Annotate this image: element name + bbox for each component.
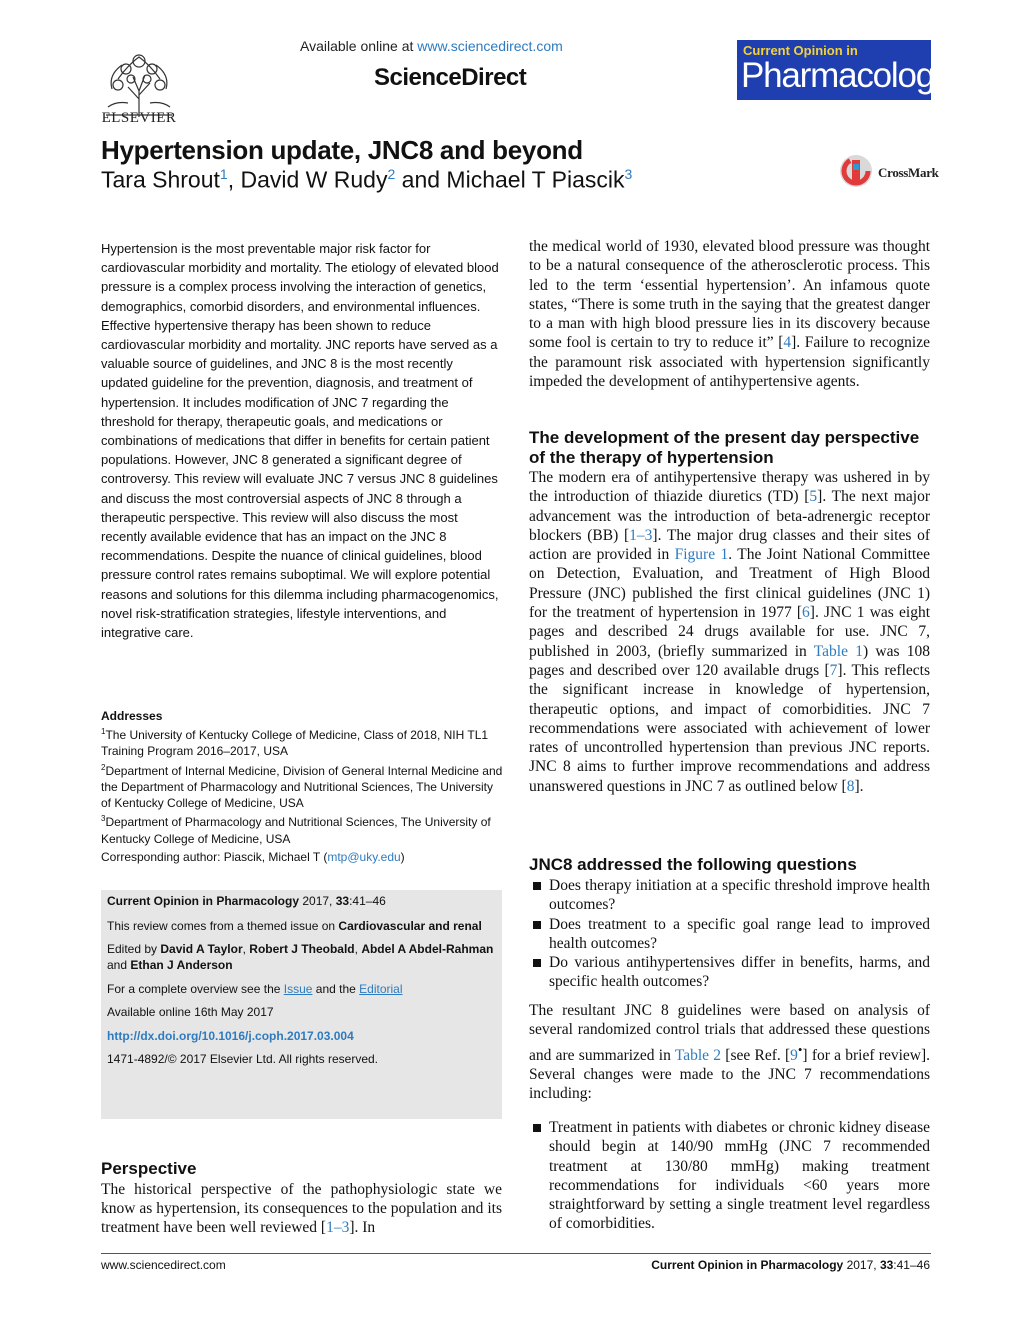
footer-year: 2017, [843,1258,880,1272]
p1-text: ]. Failure to recognize the paramount risk associated with hypertension significantly impeded the development of antihypertensive agents. [529,334,930,391]
author-name: Michael T Piascik [446,166,625,193]
address-num: 1 [101,727,106,736]
info-vol: 33 [335,894,350,908]
info-journal-name: Current Opinion in Pharmacology [107,894,300,908]
perspective-end: ]. In [349,1219,376,1237]
issue-link[interactable]: Issue [283,982,313,996]
jnc8-heading: JNC8 addressed the following questions [529,855,857,874]
bullet-square-icon [533,921,541,929]
footer-url[interactable]: www.sciencedirect.com [101,1258,226,1272]
address-item [101,811,503,847]
info-theme-name: Cardiovascular and renal [338,919,482,933]
author-name: Tara Shrout [101,166,220,193]
p2-text: . The Joint National Committee on Detection, Evaluation, and Treatment of High Blood Pressure (JNC) published the first clinical guidelines (JNC 1) for the treatment of hypertension in 1977 [ [529,546,930,622]
ref-star: • [797,1041,803,1057]
perspective-text [101,1180,502,1238]
bullet-square-icon [533,1124,541,1132]
editor-name: Abdel A Abdel-Rahman [361,942,494,956]
ref-link[interactable]: 9 [790,1046,798,1064]
p2-text: The modern era of antihypertensive therapy was ushered in by the introduction of thiazide diuretics (TD) [ [529,469,930,506]
editor-name: Ethan J Anderson [130,957,233,972]
address-text: The University of Kentucky College of Medicine, Class of 2018, NIH TL1 Training Program 2016–2017, USA [101,728,489,759]
addresses-list [101,724,503,847]
journal-logo [737,40,951,100]
p2-text: ]. This reflects the significant increase in knowledge of hypertension, therapeutic options, and impact of comorbidities. JNC 7 recommendations were associated with achievement of lower rates of uncontrolled hypertension than previous JNC reports. JNC 8 aims to further improve recommendations and address unanswered questions in JNC 7 as outlined below [ [529,661,930,795]
footer-vol: 33 [879,1258,894,1272]
info-copyright: 1471-4892/© 2017 Elsevier Ltd. All rights reserved. [107,1052,378,1066]
perspective-body: The historical perspective of the pathophysiologic state we know as hypertension, its consequences to the population and its treatment have been well reviewed [ [101,1181,502,1237]
author-sep: and [395,166,447,193]
corresponding-author [101,850,405,864]
question-item [529,876,930,916]
address-item [101,760,503,812]
sciencedirect-wordmark: ScienceDirect [374,64,527,91]
question-text: Does therapy initiation at a specific threshold improve health outcomes? [549,877,930,914]
overview-prefix: For a complete overview see the [107,982,284,996]
info-year: 2017, [299,894,336,908]
question-item [529,915,930,955]
doi-link[interactable]: http://dx.doi.org/10.1016/j.coph.2017.03.004 [107,1029,354,1043]
question-text: Do various antihypertensives differ in benefits, harms, and specific health outcomes? [549,954,930,991]
editor-name: Robert J Theobald [249,942,355,956]
p2-text: ]. The major drug classes and their sites of action are provided in [529,526,931,564]
info-and: and [107,957,131,972]
publisher-name: ELSEVIER [101,110,177,126]
info-journal [107,894,497,910]
journal-logo-small: Current Opinion in [743,43,858,58]
table-link[interactable]: Table 1 [813,642,863,660]
footer-divider [101,1253,931,1254]
corr-prefix: Corresponding author: Piascik, Michael T ( [101,850,328,864]
p2-text: ]. JNC 1 was eight pages and described 24 drugs available for use. JNC 7, published in 2003, (briefly summarized in [529,604,930,660]
ref-link[interactable]: 1–3 [629,526,653,544]
paragraph-2 [529,468,930,796]
bullet-square-icon [533,882,541,890]
editorial-link[interactable]: Editorial [359,982,403,996]
p3-text: The resultant JNC 8 guidelines were based on analysis of several randomized control trials that addressed these questions and are summarized in [529,1002,930,1064]
editor-name: David A Taylor [160,942,243,956]
author-affil-sup[interactable]: 2 [387,166,396,182]
abstract: Hypertension is the most preventable major risk factor for cardiovascular morbidity and mortality. The etiology of elevated blood pressure is a complex process involving the interaction of genetics, demographics, comorbid disorders, and environmental influences. Effective hypertensive therapy has been shown to reduce cardiovascular morbidity and mortality. JNC reports have served as a valuable source of guidelines, and JNC 8 is the most recently updated guideline for the prevention, diagnosis, and treatment of hypertension. It includes modification of JNC 7 regarding the threshold for therapy, therapeutic goals, and medications or combinations of medications that differ in benefits for certain patient populations. However, JNC 8 generated a significant degree of controversy. This review will evaluate JNC 7 versus JNC 8 guidelines and discuss the most controversial aspects of JNC 8 through a therapeutic perspective. This review will also discuss the most recently available evidence that has an impact on the JNC 8 recommendations. Despite the nuance of clinical guidelines, blood pressure control rates remains suboptimal. We will explore potential reasons and solutions for this dilemma including pharmacogenomics, novel risk-stratification strategies, lifestyle interventions, and integrative care. [101,241,499,641]
ref-link[interactable]: 8 [846,777,855,795]
p1-text: the medical world of 1930, elevated blood pressure was thought to be a natural consequence of the atherosclerotic process. This led to the term ‘essential hypertension’. An infamous quote states, “There is some truth in the saying that the greatest danger to a man with high blood pressure lies in its discovery because some fool is certain to try to reduce it” [ [529,238,930,352]
bullet-square-icon [533,959,541,967]
paragraph-1 [529,237,930,391]
address-text: Department of Internal Medicine, Division of General Internal Medicine and the Department of Pharmacology and Nutritional Sciences, The University of Kentucky College of Medicine, USA [101,763,503,811]
corr-suffix: ) [400,850,405,864]
question-text: Does treatment to a specific goal range lead to improved health outcomes? [549,916,930,953]
ref-link[interactable]: 5 [809,488,818,506]
available-online [300,38,563,54]
author-affil-sup[interactable]: 1 [219,166,228,182]
author-name: David W Rudy [240,166,388,193]
address-num: 2 [101,762,106,772]
info-available: Available online 16th May 2017 [107,1005,274,1019]
footer-pages: :41–46 [893,1258,930,1272]
crossmark-icon [838,152,874,190]
addresses-heading: Addresses [101,709,163,723]
p3-text: [see Ref. [ [721,1046,791,1064]
journal-logo-big: Pharmacology [741,56,951,95]
p2-text: ) was 108 pages and described over 120 available drugs [ [529,642,930,679]
info-pages: :41–46 [349,894,386,908]
overview-mid: and the [312,982,360,996]
author-affil-sup[interactable]: 3 [624,166,633,182]
change-item [529,1118,930,1238]
info-theme [107,919,497,935]
crossmark-badge[interactable] [838,152,938,192]
article-info-box [101,890,502,1119]
article-title: Hypertension update, JNC8 and beyond [101,135,583,165]
footer-journal: Current Opinion in Pharmacology [651,1258,844,1272]
question-item [529,953,930,993]
address-item [101,724,503,760]
ref-link[interactable]: 6 [802,604,810,622]
table-link[interactable]: Table 2 [674,1046,722,1064]
footer-citation [651,1258,930,1272]
author-sep: , [227,166,241,193]
ref-link[interactable]: 1–3 [326,1219,350,1237]
p3-text: ] for a brief review]. Several changes were made to the JNC 7 recommendations including: [529,1046,930,1103]
author-list [101,166,632,194]
info-editors: Edited by David A Taylor, Robert J Theobald, Abdel A Abdel-Rahman and Ethan J Anderson [107,942,494,972]
ref-link[interactable]: 4 [783,334,792,352]
p2-text: ]. [854,777,864,795]
info-edited-prefix: Edited by [107,942,161,956]
sciencedirect-link[interactable]: www.sciencedirect.com [417,38,563,54]
info-theme-prefix: This review comes from a themed issue on [107,919,339,933]
paragraph-3 [529,1001,930,1104]
figure-link[interactable]: Figure 1 [674,546,729,564]
address-num: 3 [101,814,106,824]
info-overview [107,982,497,998]
info-doi-row [107,1029,497,1045]
development-heading: The development of the present day perspective of the therapy of hypertension [529,428,920,467]
ref-link[interactable]: 7 [829,661,838,679]
corr-email-link[interactable]: mtp@uky.edu [327,850,401,864]
address-text: Department of Pharmacology and Nutritional Sciences, The University of Kentucky College of Medicine, USA [101,815,491,846]
available-prefix: Available online at [300,38,414,54]
change-text: Treatment in patients with diabetes or chronic kidney disease should begin at 140/90 mmHg (JNC 7 recommended treatment at 130/80 mmHg) making treatment recommendations for individuals <60 years more straightforward by setting a single treatment level regardless of comorbidities. [549,1119,930,1233]
perspective-heading: Perspective [101,1159,197,1178]
p2-text: ]. The next major advancement was the introduction of beta-adrenergic receptor blockers (BB) [ [529,488,930,544]
crossmark-label: CrossMark [878,165,939,180]
